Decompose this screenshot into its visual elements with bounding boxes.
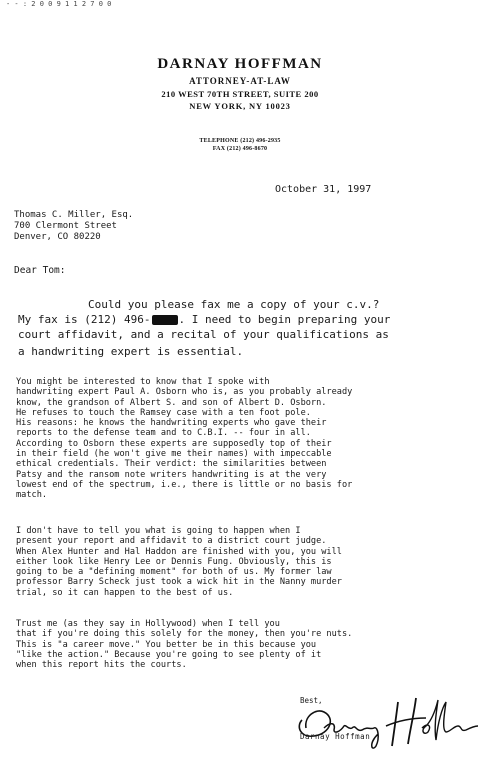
paragraph-line: Trust me (as they say in Hollywood) when I tell you	[16, 619, 280, 629]
paragraph-line: match.	[16, 490, 48, 501]
body-paragraph-osborn	[16, 377, 352, 501]
paragraph-line: reports to the defense team and to C.B.I. -- four in all.	[16, 428, 311, 439]
recipient-city: Denver, CO 80220	[14, 232, 101, 242]
fax-transmission-header: - - : 2 0 0 9 1 1 2 7 0 0	[6, 0, 112, 8]
handwritten-request-line-4: a handwriting expert is essential.	[18, 345, 244, 358]
letterhead-address-city: NEW YORK, NY 10023	[189, 101, 291, 111]
paragraph-line: When Alex Hunter and Hal Haddon are finished with you, you will	[16, 546, 342, 557]
redaction-mark	[152, 315, 178, 325]
letterhead-address-street: 210 WEST 70TH STREET, SUITE 200	[161, 89, 319, 99]
closing-word: Best,	[300, 696, 323, 705]
paragraph-line: handwriting expert Paul A. Osborn who is, as you probably already	[16, 387, 353, 398]
paragraph-line: This is "a career move." You better be in this because you	[16, 639, 317, 650]
recipient-street: 700 Clermont Street	[14, 221, 117, 231]
handwritten-signature	[290, 688, 480, 758]
handwritten-request-line-1: Could you please fax me a copy of your c.v.?	[88, 298, 380, 311]
paragraph-line: "like the action." Because you're going to see plenty of it	[16, 649, 322, 660]
body-paragraph-court	[16, 526, 342, 598]
salutation: Dear Tom:	[14, 265, 66, 276]
paragraph-line: You might be interested to know that I spoke with	[16, 377, 270, 387]
typed-signature-name: Darnay Hoffman	[300, 732, 371, 741]
handwritten-request-line-3: court affidavit, and a recital of your qualifications as	[18, 328, 389, 341]
paragraph-line: when this report hits the courts.	[16, 660, 187, 671]
letterhead-name: DARNAY HOFFMAN	[157, 56, 323, 72]
recipient-name: Thomas C. Miller, Esq.	[14, 210, 134, 220]
paragraph-line: I don't have to tell you what is going to happen when I	[16, 526, 301, 536]
paragraph-line: trial, so it can happen to the best of us.	[16, 587, 234, 598]
paragraph-line: professor Barry Scheck just took a wick hit in the Nanny murder	[16, 577, 342, 588]
letter-date: October 31, 1997	[275, 184, 372, 195]
fax-number-text: My fax is (212) 496-	[18, 313, 151, 326]
letterhead-telephone: TELEPHONE (212) 496-2935	[199, 138, 281, 144]
paragraph-line: Patsy and the ransom note writers handwriting is at the very	[16, 469, 327, 480]
paragraph-line: going to be a "defining moment" for both of us. My former law	[16, 567, 332, 578]
paragraph-line: He refuses to touch the Ramsey case with a ten foot pole.	[16, 407, 311, 418]
letterhead-fax: FAX (212) 496-8670	[212, 146, 268, 152]
paragraph-line: either look like Henry Lee or Dennis Fung. Obviously, this is	[16, 556, 332, 567]
paragraph-line: know, the grandson of Albert S. and son of Albert D. Osborn.	[16, 397, 327, 408]
fax-number-continuation: . I need to begin preparing your	[178, 313, 391, 326]
paragraph-line: in their field (he won't give me their names) with impeccable	[16, 449, 332, 460]
paragraph-line: According to Osborn these experts are supposedly top of their	[16, 438, 332, 449]
letterhead-title: ATTORNEY-AT-LAW	[189, 76, 291, 86]
paragraph-line: present your report and affidavit to a district court judge.	[16, 536, 327, 547]
paragraph-line: lowest end of the spectrum, i.e., there is little or no basis for	[16, 479, 353, 490]
body-paragraph-career	[16, 619, 352, 670]
paragraph-line: His reasons: he knows the handwriting experts who gave their	[16, 418, 327, 429]
handwritten-request-line-2	[18, 313, 390, 327]
paragraph-line: that if you're doing this solely for the money, then you're nuts.	[16, 629, 353, 640]
paragraph-line: ethical credentials. Their verdict: the similarities between	[16, 459, 327, 470]
